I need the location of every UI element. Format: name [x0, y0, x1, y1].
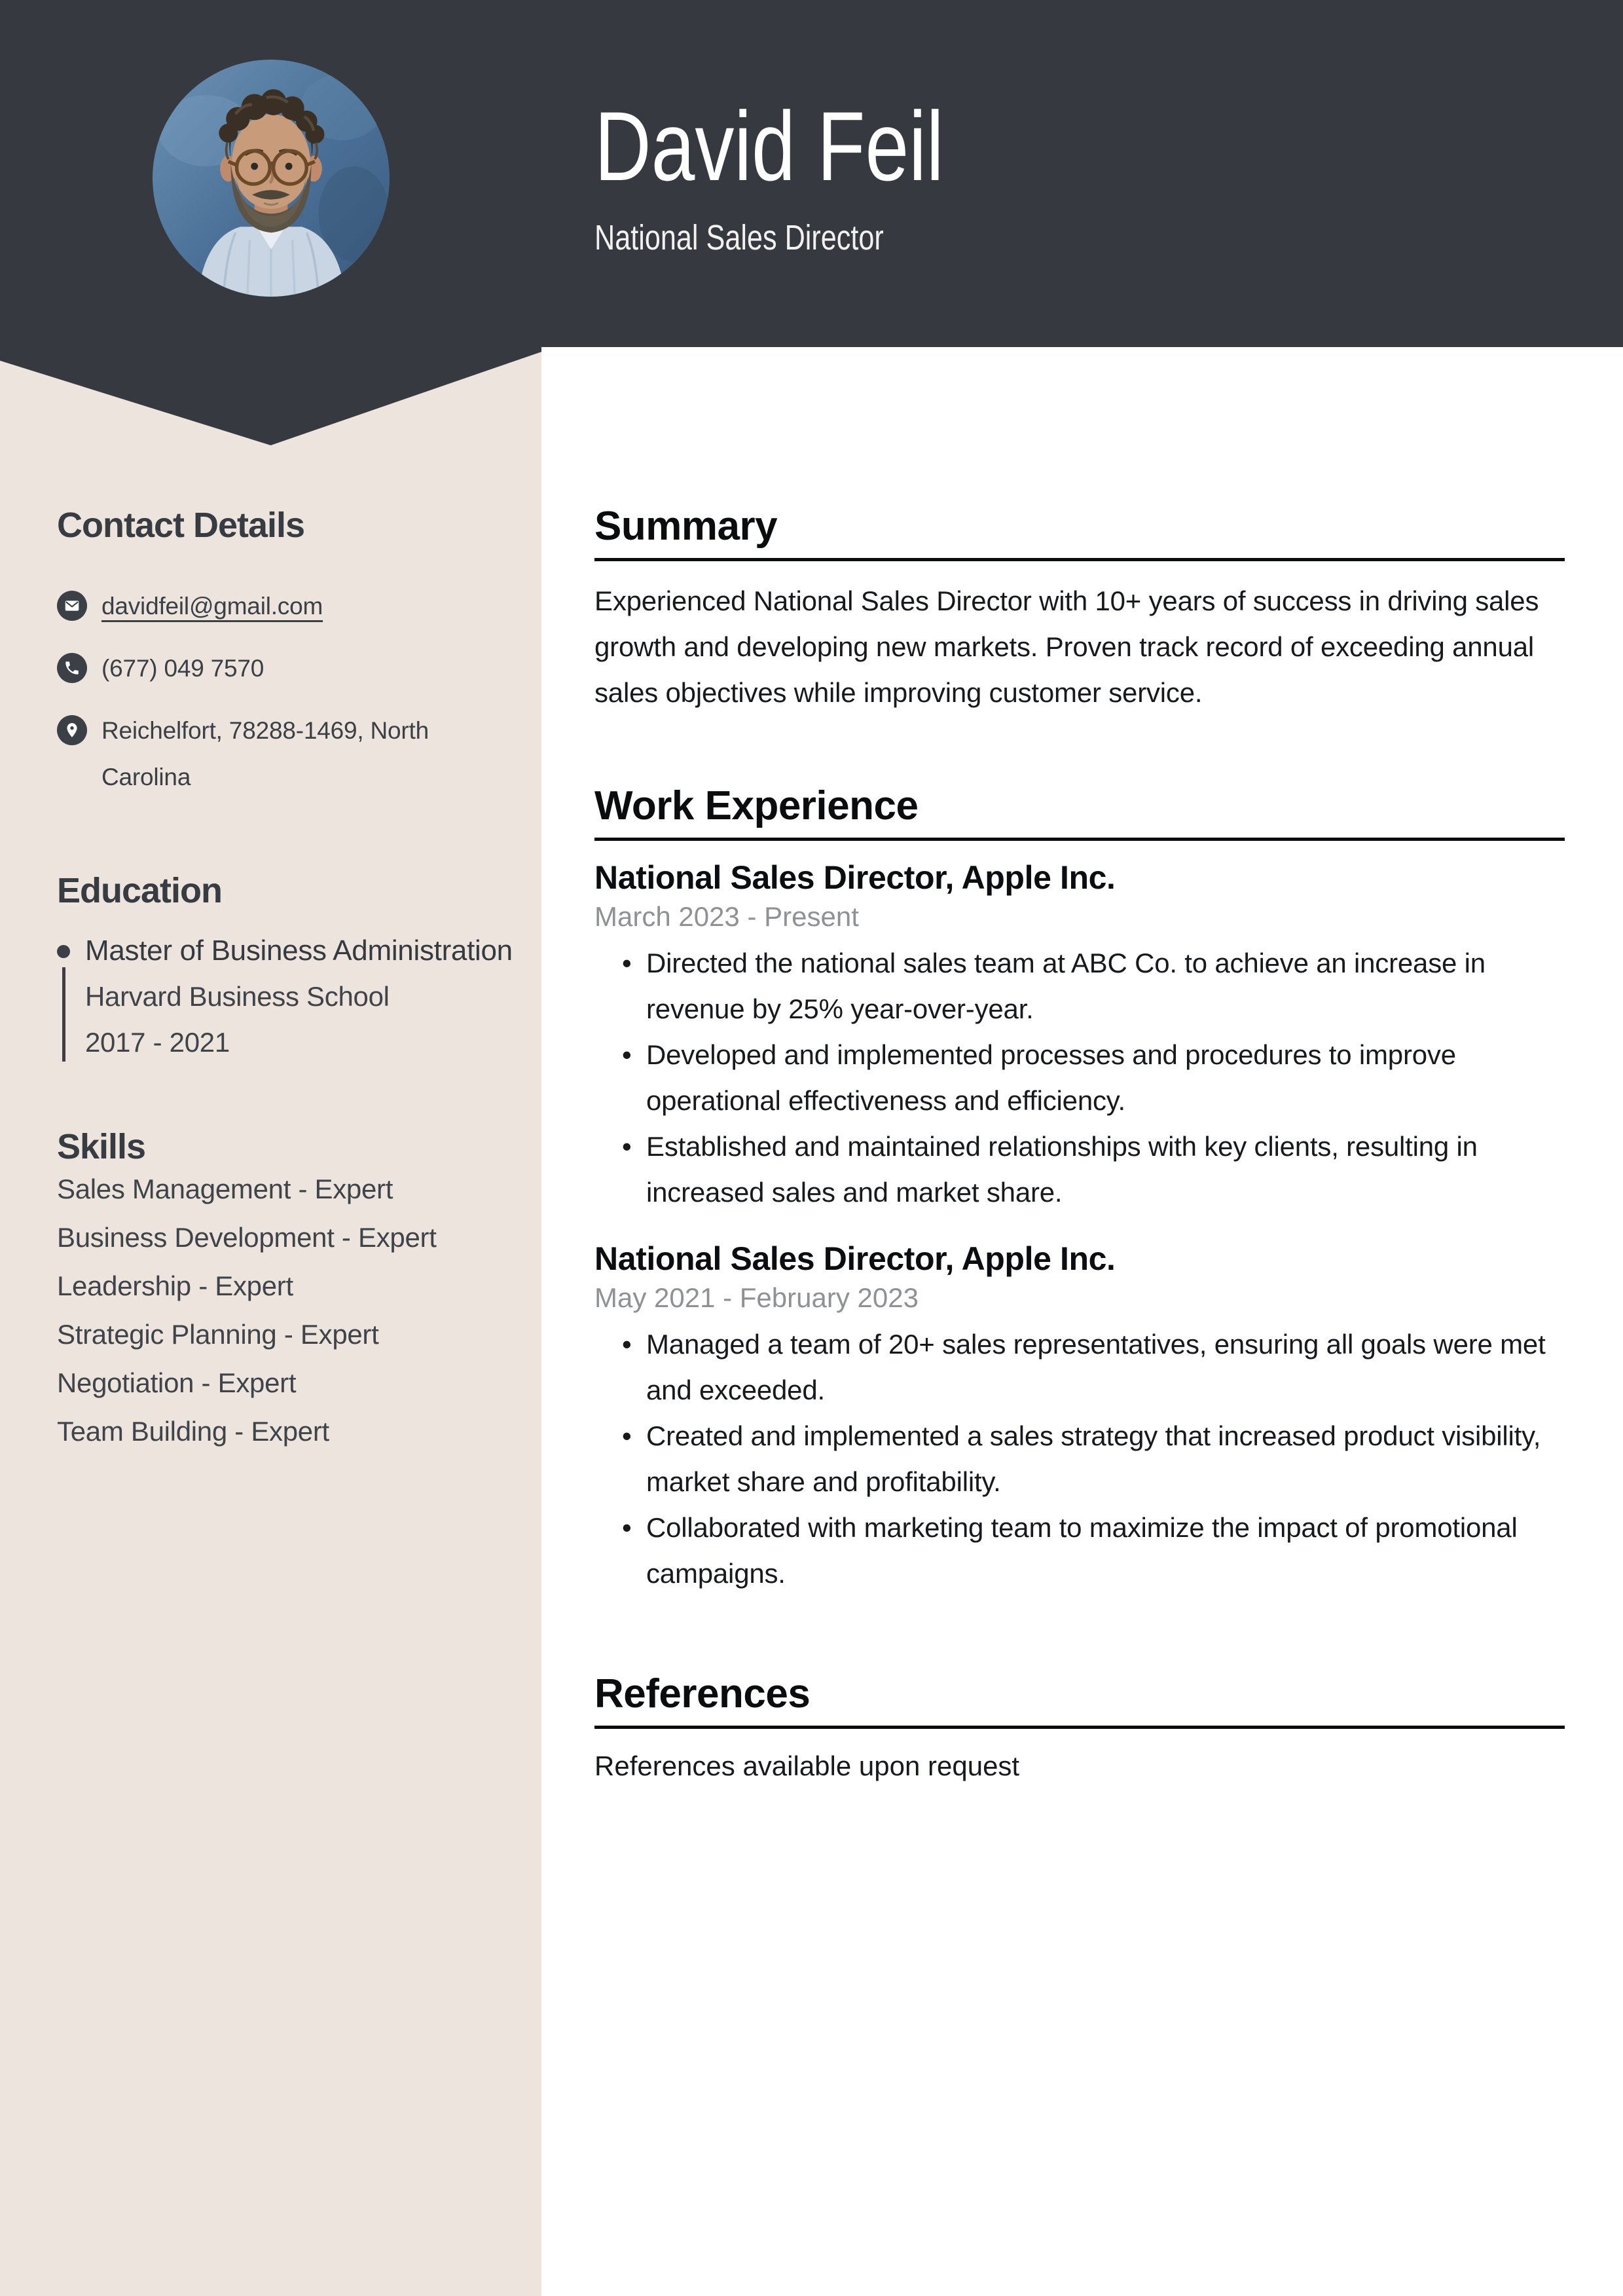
sidebar-content [0, 0, 541, 1466]
skill-item: Strategic Planning - Expert [57, 1319, 379, 1350]
email-link[interactable]: davidfeil@gmail.com [101, 593, 323, 620]
contact-row-phone [57, 645, 514, 692]
skill-item: Business Development - Expert [57, 1222, 437, 1253]
main-column [594, 504, 1565, 1789]
phone-number: (677) 049 7570 [101, 655, 264, 682]
job-bullet: • Directed the national sales team at ABC Co. to achieve an increase in revenue by 25% year-over-year. [594, 940, 1565, 1032]
job-dates: March 2023 - Present [594, 901, 859, 932]
skill-item: Sales Management - Expert [57, 1174, 393, 1204]
education-degree: Master of Business Administration [85, 935, 513, 967]
skills-list [57, 1175, 514, 1446]
job-title: National Sales Director, Apple Inc. [594, 859, 1116, 896]
education-years: 2017 - 2021 [85, 1027, 230, 1058]
envelope-icon [57, 591, 87, 621]
contact-details-heading: Contact Details [57, 506, 305, 545]
job-entry [594, 1239, 1565, 1597]
job-bullet: • Collaborated with marketing team to maximize the impact of promotional campaigns. [594, 1505, 1565, 1597]
references-heading: References [594, 1672, 1565, 1729]
person-name: David Feil [594, 91, 944, 201]
education-item [57, 928, 514, 1065]
references-section [594, 1672, 1565, 1789]
summary-text: Experienced National Sales Director with 10+ years of success in driving sales growth and developing new markets. Proven track record of exceeding annual sales objectives while improving customer service. [594, 585, 1539, 708]
contact-row-address [57, 707, 514, 800]
skill-item: Team Building - Expert [57, 1416, 329, 1447]
contact-row-email [57, 583, 514, 629]
job-title: National Sales Director, Apple Inc. [594, 1240, 1116, 1277]
job-bullet: • Managed a team of 20+ sales representatives, ensuring all goals were met and exceeded. [594, 1322, 1565, 1413]
job-bullet: • Created and implemented a sales strategy that increased product visibility, market share and profitability. [594, 1413, 1565, 1505]
work-experience-section [594, 784, 1565, 1597]
education-school: Harvard Business School [85, 981, 390, 1012]
person-job-title: National Sales Director [594, 218, 884, 257]
location-pin-icon [57, 715, 87, 745]
phone-icon [57, 653, 87, 683]
references-text: References available upon request [594, 1750, 1020, 1781]
work-experience-heading: Work Experience [594, 784, 1565, 841]
job-bullet: • Established and maintained relationships with key clients, resulting in increased sales and market share. [594, 1124, 1565, 1215]
summary-heading: Summary [594, 504, 1565, 561]
job-dates: May 2021 - February 2023 [594, 1282, 919, 1313]
job-bullet-list [594, 940, 1565, 1215]
education-heading: Education [57, 871, 223, 910]
skill-item: Negotiation - Expert [57, 1367, 297, 1398]
summary-section [594, 504, 1565, 716]
address-text: Reichelfort, 78288-1469, North Carolina [101, 717, 429, 790]
contact-list [57, 583, 514, 800]
job-bullet-list [594, 1322, 1565, 1597]
header-identity [594, 91, 1577, 258]
job-bullet: • Developed and implemented processes and procedures to improve operational effectiveness and efficiency. [594, 1032, 1565, 1124]
skill-item: Leadership - Expert [57, 1270, 293, 1301]
skills-heading: Skills [57, 1127, 146, 1166]
job-entry [594, 858, 1565, 1215]
